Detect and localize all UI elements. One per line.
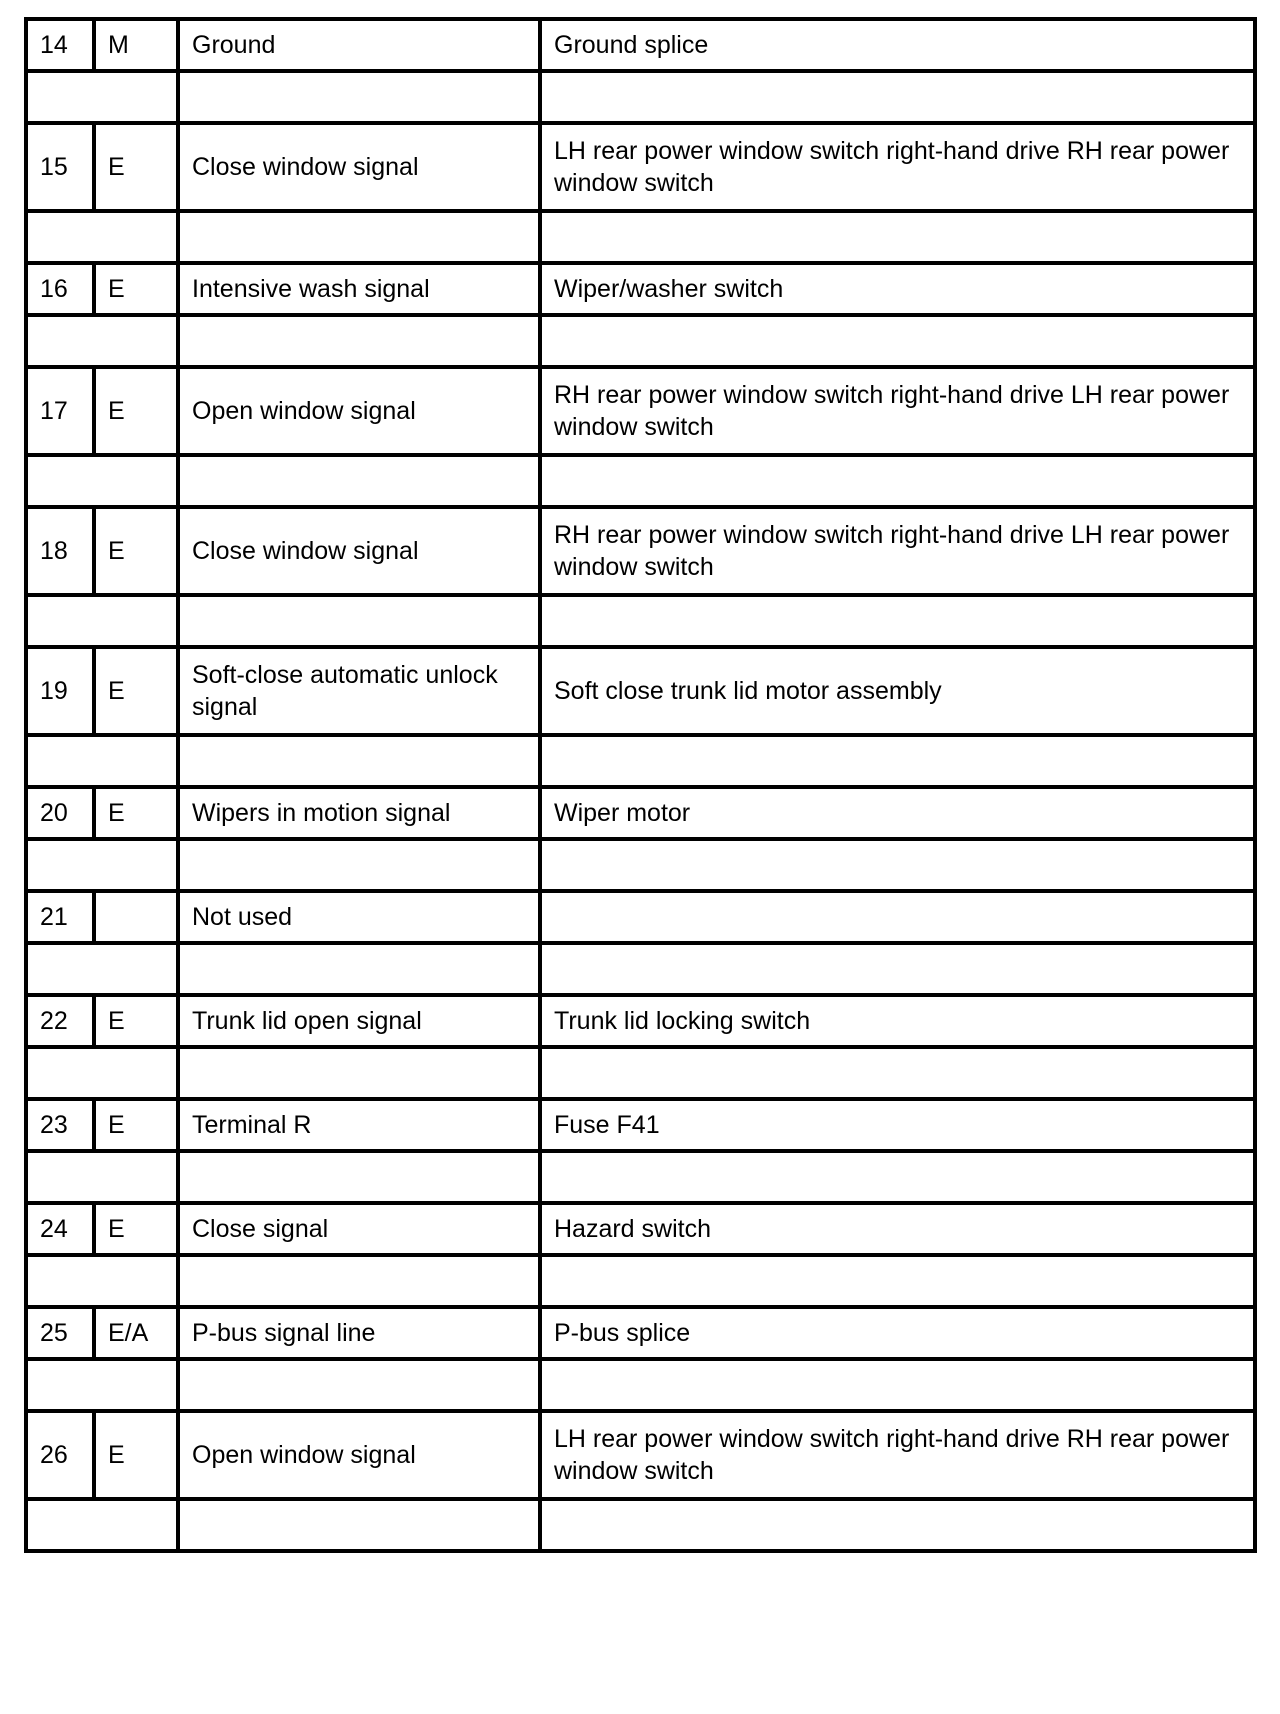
spacer-row [26,315,1255,367]
spacer-cell [26,71,178,123]
spacer-cell [26,595,178,647]
table-row [26,1411,1255,1499]
spacer-cell [540,595,1255,647]
pin-connection-cell: Hazard switch [540,1203,1255,1255]
spacer-cell [26,211,178,263]
pin-connection-cell [540,891,1255,943]
table-row [26,507,1255,595]
table-row [26,995,1255,1047]
pin-number-cell: 20 [26,787,94,839]
pin-number-cell: 16 [26,263,94,315]
spacer-cell [540,71,1255,123]
spacer-row [26,595,1255,647]
pin-connection-cell: RH rear power window switch right-hand drive LH rear power window switch [540,507,1255,595]
spacer-cell [178,1047,540,1099]
spacer-cell [540,943,1255,995]
pin-type-cell: E [94,787,178,839]
spacer-cell [26,735,178,787]
pin-connection-cell: LH rear power window switch right-hand drive RH rear power window switch [540,123,1255,211]
pin-type-cell: E [94,1099,178,1151]
spacer-row [26,943,1255,995]
spacer-cell [540,1499,1255,1551]
table-row [26,263,1255,315]
spacer-row [26,71,1255,123]
spacer-cell [540,1359,1255,1411]
spacer-cell [540,1151,1255,1203]
spacer-cell [540,211,1255,263]
pin-function-cell: Wipers in motion signal [178,787,540,839]
pin-number-cell: 18 [26,507,94,595]
table-row [26,367,1255,455]
spacer-row [26,1151,1255,1203]
spacer-cell [178,943,540,995]
spacer-row [26,1499,1255,1551]
pin-number-cell: 23 [26,1099,94,1151]
spacer-cell [26,455,178,507]
pin-function-cell: Ground [178,19,540,71]
spacer-cell [26,1499,178,1551]
pin-function-cell: Open window signal [178,367,540,455]
spacer-cell [540,455,1255,507]
spacer-cell [26,1047,178,1099]
pin-type-cell: E [94,367,178,455]
pin-connection-cell: P-bus splice [540,1307,1255,1359]
pin-function-cell: Close window signal [178,123,540,211]
spacer-cell [178,71,540,123]
pin-type-cell: E [94,1411,178,1499]
pin-connection-cell: Wiper/washer switch [540,263,1255,315]
spacer-cell [178,1255,540,1307]
spacer-cell [26,1151,178,1203]
pin-function-cell: Terminal R [178,1099,540,1151]
pin-type-cell: E [94,263,178,315]
spacer-row [26,839,1255,891]
pin-type-cell: E [94,123,178,211]
pin-function-cell: Not used [178,891,540,943]
spacer-cell [178,839,540,891]
pin-function-cell: Intensive wash signal [178,263,540,315]
spacer-cell [540,1255,1255,1307]
spacer-cell [178,1359,540,1411]
table-row [26,123,1255,211]
pin-number-cell: 14 [26,19,94,71]
table-row [26,647,1255,735]
spacer-cell [26,315,178,367]
table-row [26,19,1255,71]
spacer-cell [178,315,540,367]
table-row [26,1099,1255,1151]
pin-type-cell: E [94,507,178,595]
pin-type-cell [94,891,178,943]
pin-type-cell: E [94,995,178,1047]
spacer-row [26,1359,1255,1411]
spacer-cell [26,943,178,995]
pin-number-cell: 19 [26,647,94,735]
spacer-row [26,211,1255,263]
spacer-row [26,455,1255,507]
pin-type-cell: E [94,1203,178,1255]
pin-connection-cell: Trunk lid locking switch [540,995,1255,1047]
pin-connection-cell: Fuse F41 [540,1099,1255,1151]
pin-connection-cell: Ground splice [540,19,1255,71]
pin-function-cell: Soft-close automatic unlock signal [178,647,540,735]
pin-function-cell: Trunk lid open signal [178,995,540,1047]
pin-connection-cell: RH rear power window switch right-hand drive LH rear power window switch [540,367,1255,455]
pin-number-cell: 17 [26,367,94,455]
spacer-cell [540,839,1255,891]
pin-number-cell: 22 [26,995,94,1047]
spacer-cell [178,735,540,787]
pin-connection-cell: LH rear power window switch right-hand drive RH rear power window switch [540,1411,1255,1499]
pin-number-cell: 26 [26,1411,94,1499]
spacer-cell [540,315,1255,367]
spacer-row [26,735,1255,787]
pin-type-cell: M [94,19,178,71]
pin-function-cell: Close window signal [178,507,540,595]
spacer-cell [26,839,178,891]
spacer-cell [178,211,540,263]
table-row [26,787,1255,839]
pin-connection-cell: Wiper motor [540,787,1255,839]
pin-type-cell: E/A [94,1307,178,1359]
pin-type-cell: E [94,647,178,735]
pin-number-cell: 15 [26,123,94,211]
pin-function-cell: Open window signal [178,1411,540,1499]
pin-function-cell: P-bus signal line [178,1307,540,1359]
spacer-row [26,1255,1255,1307]
table-row [26,891,1255,943]
table-row [26,1307,1255,1359]
spacer-row [26,1047,1255,1099]
pin-assignment-table [24,17,1257,1553]
table-row [26,1203,1255,1255]
spacer-cell [178,1151,540,1203]
spacer-cell [540,1047,1255,1099]
pin-connection-cell: Soft close trunk lid motor assembly [540,647,1255,735]
spacer-cell [178,595,540,647]
spacer-cell [178,1499,540,1551]
spacer-cell [26,1359,178,1411]
pin-number-cell: 21 [26,891,94,943]
pin-function-cell: Close signal [178,1203,540,1255]
spacer-cell [26,1255,178,1307]
spacer-cell [540,735,1255,787]
pin-number-cell: 25 [26,1307,94,1359]
pin-number-cell: 24 [26,1203,94,1255]
pin-table-body [26,19,1255,1551]
spacer-cell [178,455,540,507]
